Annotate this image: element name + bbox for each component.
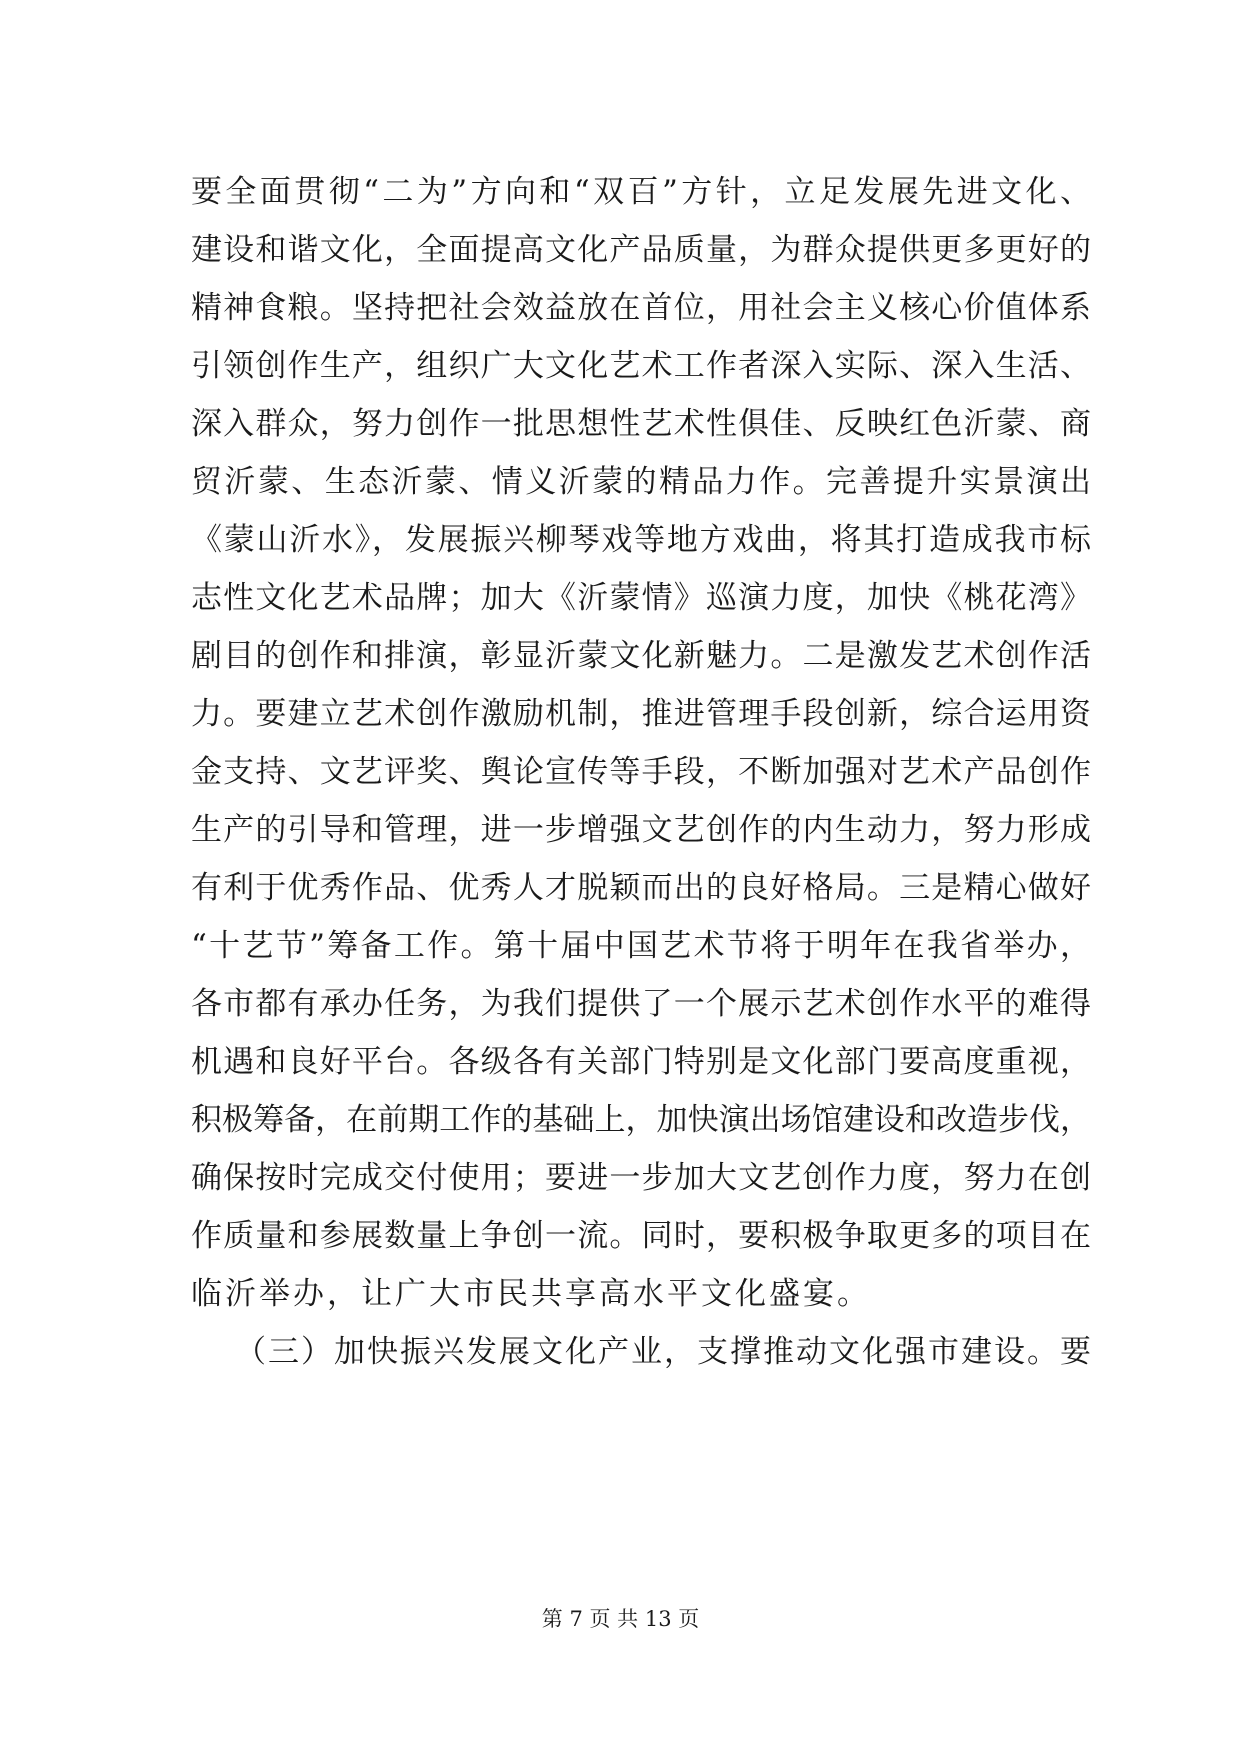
- text-line: “十艺节”筹备工作。第十届中国艺术节将于明年在我省举办，: [191, 928, 1091, 964]
- body-text: [191, 163, 1091, 1381]
- text-line: 建设和谐文化，全面提高文化产品质量，为群众提供更多更好的: [191, 232, 1091, 268]
- text-line: 各市都有承办任务，为我们提供了一个展示艺术创作水平的难得: [191, 986, 1091, 1022]
- text-line: 引领创作生产，组织广大文化艺术工作者深入实际、深入生活、: [191, 348, 1091, 384]
- text-line: 力。要建立艺术创作激励机制，推进管理手段创新，综合运用资: [191, 696, 1091, 732]
- text-line: 精神食粮。坚持把社会效益放在首位，用社会主义核心价值体系: [191, 290, 1091, 326]
- text-line: 志性文化艺术品牌；加大《沂蒙情》巡演力度，加快《桃花湾》: [191, 580, 1091, 616]
- text-line: 确保按时完成交付使用；要进一步加大文艺创作力度，努力在创: [191, 1160, 1091, 1196]
- text-line: 剧目的创作和排演，彰显沂蒙文化新魅力。二是激发艺术创作活: [191, 638, 1091, 674]
- paragraph-last-line: 临沂举办，让广大市民共享高水平文化盛宴。: [191, 1276, 871, 1312]
- text-line: 生产的引导和管理，进一步增强文艺创作的内生动力，努力形成: [191, 812, 1091, 848]
- text-line: 金支持、文艺评奖、舆论宣传等手段，不断加强对艺术产品创作: [191, 754, 1091, 790]
- text-line: 积极筹备，在前期工作的基础上，加快演出场馆建设和改造步伐，: [191, 1102, 1091, 1138]
- section-heading-line: （三）加快振兴发展文化产业，支撑推动文化强市建设。要: [235, 1334, 1091, 1370]
- text-line: 要全面贯彻“二为”方向和“双百”方针，立足发展先进文化、: [191, 174, 1091, 210]
- text-line: 有利于优秀作品、优秀人才脱颖而出的良好格局。三是精心做好: [191, 870, 1091, 906]
- page-number-footer: 第 7 页 共 13 页: [541, 1607, 700, 1631]
- text-line: 深入群众，努力创作一批思想性艺术性俱佳、反映红色沂蒙、商: [191, 406, 1091, 442]
- text-line: 《蒙山沂水》，发展振兴柳琴戏等地方戏曲，将其打造成我市标: [191, 522, 1091, 558]
- text-line: 作质量和参展数量上争创一流。同时，要积极争取更多的项目在: [191, 1218, 1091, 1254]
- text-line: 机遇和良好平台。各级各有关部门特别是文化部门要高度重视，: [191, 1044, 1091, 1080]
- text-line: 贸沂蒙、生态沂蒙、情义沂蒙的精品力作。完善提升实景演出: [191, 464, 1091, 500]
